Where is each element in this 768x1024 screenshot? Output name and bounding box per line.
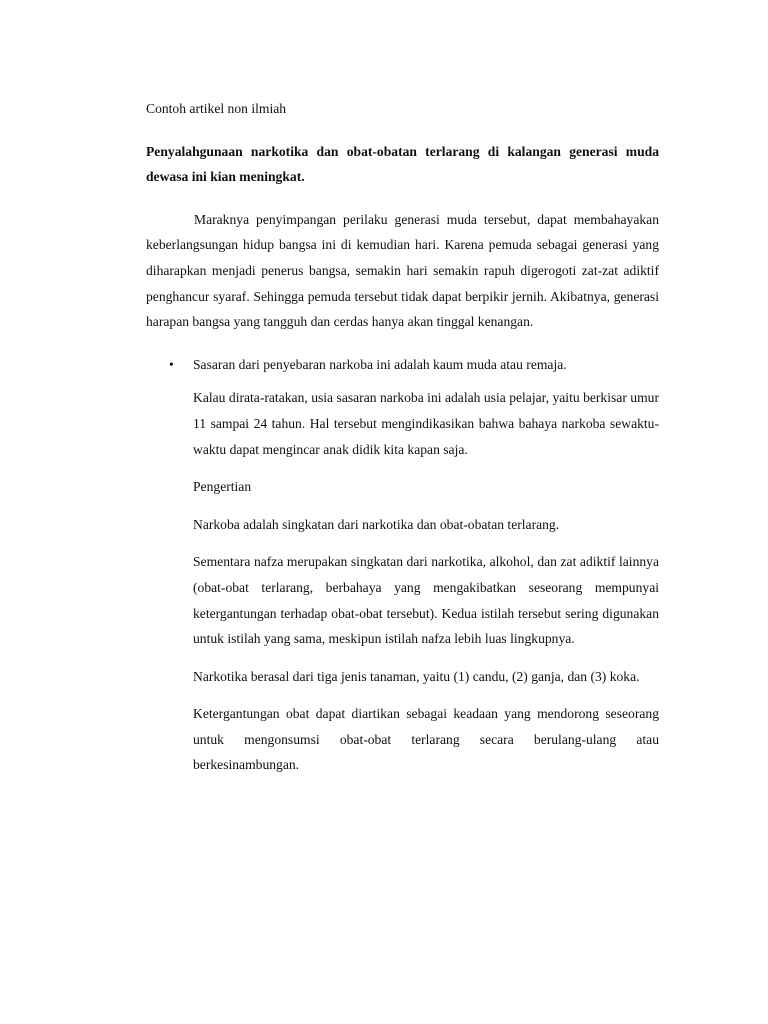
paragraph-definisi-nafza: Sementara nafza merupakan singkatan dari narkotika, alkohol, dan zat adiktif lainnya (obat-obat terlarang, berbahaya yang mengakibatkan seseorang mempunyai ketergantungan terhadap obat-obat tersebut). Kedua istilah tersebut sering digunakan untuk istilah yang sama, meskipun istilah nafza lebih luas lingkupnya. — [193, 554, 659, 647]
bullet-text: Sasaran dari penyebaran narkoba ini adalah kaum muda atau remaja. — [193, 356, 567, 372]
paragraph-ketergantungan: Ketergantungan obat dapat diartikan sebagai keadaan yang mendorong seseorang untuk mengonsumsi obat-obat terlarang secara berulang-ulang atau berkesinambungan. — [193, 706, 659, 773]
bullet-item — [146, 352, 659, 378]
paragraph-definisi-narkoba: Narkoba adalah singkatan dari narkotika dan obat-obatan terlarang. — [193, 516, 560, 532]
article-heading: Penyalahgunaan narkotika dan obat-obatan terlarang di kalangan generasi muda dewasa ini kian meningkat. — [146, 143, 659, 185]
paragraph-usia-sasaran: Kalau dirata-ratakan, usia sasaran narkoba ini adalah usia pelajar, yaitu berkisar umur 11 sampai 24 tahun. Hal tersebut mengindikasikan bahwa bahaya narkoba sewaktu-waktu dapat mengincar anak didik kita kapan saja. — [193, 390, 659, 457]
document-label: Contoh artikel non ilmiah — [146, 101, 287, 116]
paragraph-asal-narkotika: Narkotika berasal dari tiga jenis tanaman, yaitu (1) candu, (2) ganja, dan (3) koka. — [193, 668, 640, 684]
subheading-pengertian: Pengertian — [193, 479, 252, 495]
bullet-icon: • — [169, 356, 174, 372]
intro-paragraph: Maraknya penyimpangan perilaku generasi muda tersebut, dapat membahayakan keberlangsungan hidup bangsa ini di kemudian hari. Karena pemuda sebagai generasi yang diharapkan menjadi penerus bangsa, semakin hari semakin rapuh digerogoti zat-zat adiktif penghancur syaraf. Sehingga pemuda tersebut tidak dapat berpikir jernih. Akibatnya, generasi harapan bangsa yang tangguh dan cerdas hanya akan tinggal kenangan. — [146, 211, 659, 330]
document-page — [146, 96, 659, 790]
